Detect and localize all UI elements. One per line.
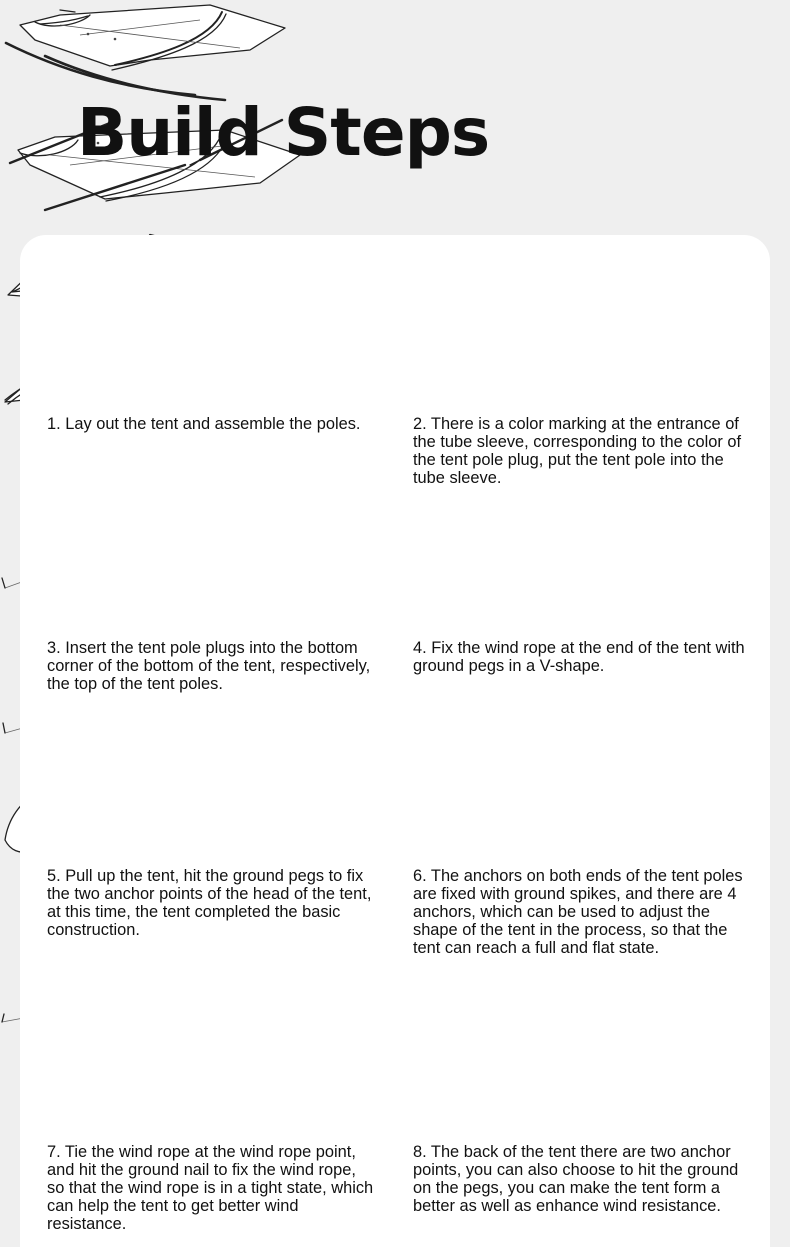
step-1-caption: 1. Lay out the tent and assemble the poles. — [47, 415, 361, 433]
steps-card — [20, 235, 770, 1247]
step-5-caption: 5. Pull up the tent, hit the ground pegs to fix the two anchor points of the head of the tent, at this time, the tent completed the basic construction. — [47, 867, 372, 939]
step-3-caption: 3. Insert the tent pole plugs into the bottom corner of the bottom of the tent, respectively, the top of the tent poles. — [47, 639, 371, 693]
step-4-caption: 4. Fix the wind rope at the end of the tent with ground pegs in a V-shape. — [413, 639, 745, 675]
step-8-caption: 8. The back of the tent there are two anchor points, you can also choose to hit the ground on the pegs, you can make the tent form a better as well as enhance wind resistance. — [413, 1143, 739, 1215]
step-7-caption: 7. Tie the wind rope at the wind rope point, and hit the ground nail to fix the wind rope, so that the wind rope is in a tight state, which can help the tent to get better wind resistance. — [47, 1143, 374, 1233]
page-title: Build Steps — [77, 94, 490, 171]
step-2-caption: 2. There is a color marking at the entrance of the tube sleeve, corresponding to the color of the tent pole plug, put the tent pole into the tube sleeve. — [413, 415, 742, 487]
step-6-caption: 6. The anchors on both ends of the tent poles are fixed with ground spikes, and there are 4 anchors, which can be used to adjust the shape of the tent in the process, so that the tent can reach a full and flat state. — [413, 867, 743, 957]
